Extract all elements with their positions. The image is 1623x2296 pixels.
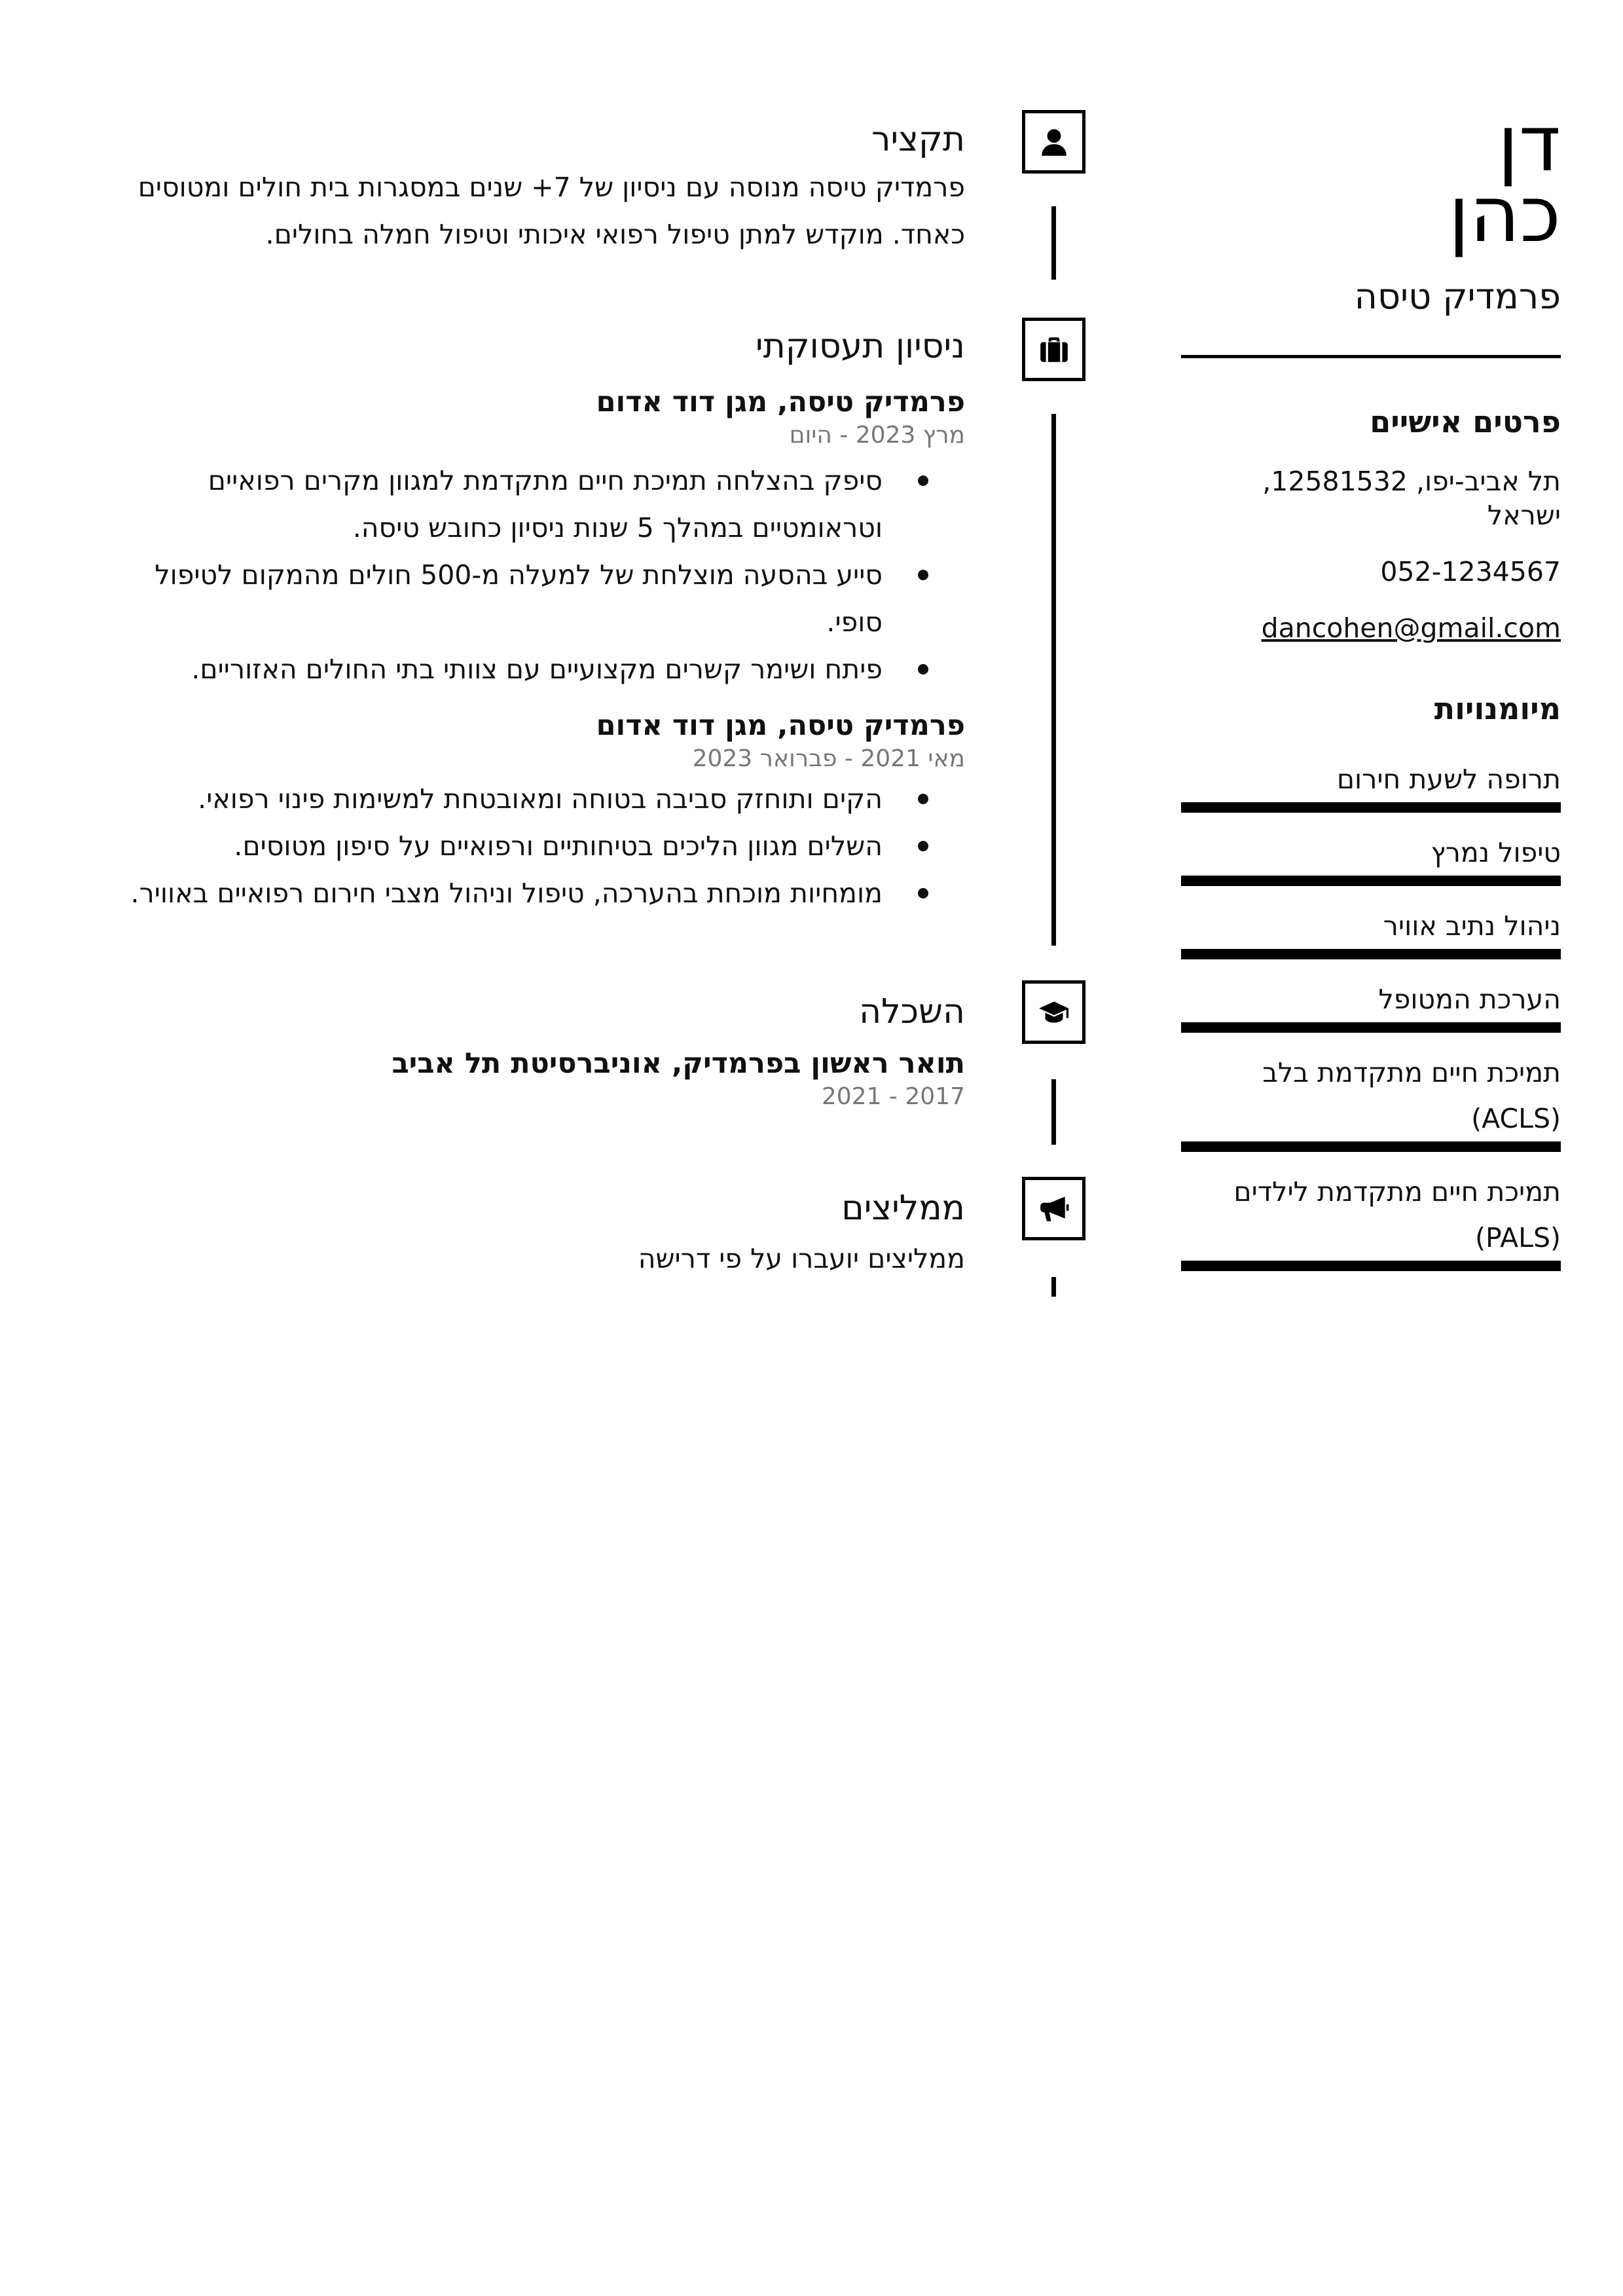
full-name xyxy=(1181,98,1561,259)
job-bullets xyxy=(114,775,965,917)
skill-label: תמיכת חיים מתקדמת בלב (ACLS) xyxy=(1262,1057,1561,1134)
user-icon xyxy=(1038,126,1070,158)
list-item: השלים מגוון הליכים בטיחותיים ורפואיים על סיפון מטוסים. xyxy=(114,823,965,870)
list-item: מומחיות מוכחת בהערכה, טיפול וניהול מצבי חירום רפואיים באוויר. xyxy=(114,870,965,917)
skills-list xyxy=(1181,739,1561,1271)
skill-item xyxy=(1181,739,1561,813)
job-heading: פרמדיק טיסה, מגן דוד אדום xyxy=(596,386,965,418)
skill-item xyxy=(1181,959,1561,1033)
address: תל אביב-יפו, 12581532, ישראל xyxy=(1262,466,1561,531)
job-title: פרמדיק טיסה xyxy=(1354,276,1561,317)
timeline-segment xyxy=(1051,1079,1056,1145)
list-item: סיפק בהצלחה תמיכת חיים מתקדמת למגוון מקרים רפואיים וטראומטיים במהלך 5 שנות ניסיון כחובש טיסה. xyxy=(114,457,965,551)
skill-label: ניהול נתיב אוויר xyxy=(1383,910,1561,942)
summary-section xyxy=(114,118,965,258)
summary-text: פרמדיק טיסה מנוסה עם ניסיון של 7+ שנים במסגרות בית חולים ומטוסים כאחד. מוקדש למתן טיפול רפואי איכותי וטיפול חמלה בחולים. xyxy=(137,172,965,250)
skill-item xyxy=(1181,1152,1561,1271)
skill-level-bar xyxy=(1181,1141,1561,1152)
skill-item xyxy=(1181,886,1561,959)
education-degree: תואר ראשון בפרמדיק, אוניברסיטת תל אביב xyxy=(392,1047,965,1080)
megaphone-icon xyxy=(1038,1193,1070,1225)
job-entry xyxy=(114,707,965,917)
skills-heading: מיומנויות xyxy=(1434,691,1561,726)
job-entry xyxy=(114,384,965,693)
education-title: השכלה xyxy=(859,992,965,1031)
summary-title: תקציר xyxy=(871,120,965,159)
timeline-segment xyxy=(1051,414,1056,946)
education-dates: 2017 - 2021 xyxy=(821,1083,965,1110)
references-title: ממליצים xyxy=(841,1189,965,1228)
email-link[interactable]: dancohen@gmail.com xyxy=(1261,612,1561,644)
experience-section xyxy=(114,325,965,917)
skill-level-bar xyxy=(1181,1022,1561,1033)
timeline-segment xyxy=(1051,1277,1056,1297)
skill-label: הערכת המטופל xyxy=(1378,984,1561,1015)
briefcase-icon xyxy=(1038,333,1070,366)
skill-label: תמיכת חיים מתקדמת לילדים (PALS) xyxy=(1233,1176,1561,1253)
education-icon-box xyxy=(1022,980,1085,1044)
skill-label: תרופה לשעת חירום xyxy=(1336,764,1561,795)
skill-level-bar xyxy=(1181,949,1561,959)
list-item: פיתח ושימר קשרים מקצועיים עם צוותי בתי החולים האזוריים. xyxy=(114,646,965,693)
summary-icon-box xyxy=(1022,110,1085,174)
references-section xyxy=(114,1187,965,1282)
skill-item xyxy=(1181,813,1561,886)
experience-icon-box xyxy=(1022,318,1085,381)
job-bullets xyxy=(114,457,965,693)
divider xyxy=(1181,355,1561,358)
skill-level-bar xyxy=(1181,1261,1561,1271)
list-item: הקים ותוחזק סביבה בטוחה ומאובטחת למשימות פינוי רפואי. xyxy=(114,775,965,823)
timeline-segment xyxy=(1051,206,1056,280)
graduation-cap-icon xyxy=(1038,996,1070,1029)
first-name: דן xyxy=(1497,98,1561,189)
references-icon-box xyxy=(1022,1177,1085,1240)
job-dates: מרץ 2023 - היום xyxy=(789,422,965,449)
phone: 052-1234567 xyxy=(1380,556,1561,587)
skill-label: טיפול נמרץ xyxy=(1431,837,1561,868)
job-dates: מאי 2021 - פברואר 2023 xyxy=(692,745,965,772)
skill-item xyxy=(1181,1033,1561,1152)
skill-level-bar xyxy=(1181,876,1561,886)
personal-details-heading: פרטים אישיים xyxy=(1370,404,1561,439)
list-item: סייע בהסעה מוצלחת של למעלה מ-500 חולים מהמקום לטיפול סופי. xyxy=(114,551,965,646)
email-line xyxy=(1181,611,1561,645)
skill-level-bar xyxy=(1181,802,1561,813)
last-name: כהן xyxy=(1448,169,1561,259)
sidebar xyxy=(1181,98,1561,1271)
education-section xyxy=(114,990,965,1112)
job-heading: פרמדיק טיסה, מגן דוד אדום xyxy=(596,709,965,742)
experience-title: ניסיון תעסוקתי xyxy=(755,327,965,366)
references-text: ממליצים יועברו על פי דרישה xyxy=(638,1243,965,1274)
